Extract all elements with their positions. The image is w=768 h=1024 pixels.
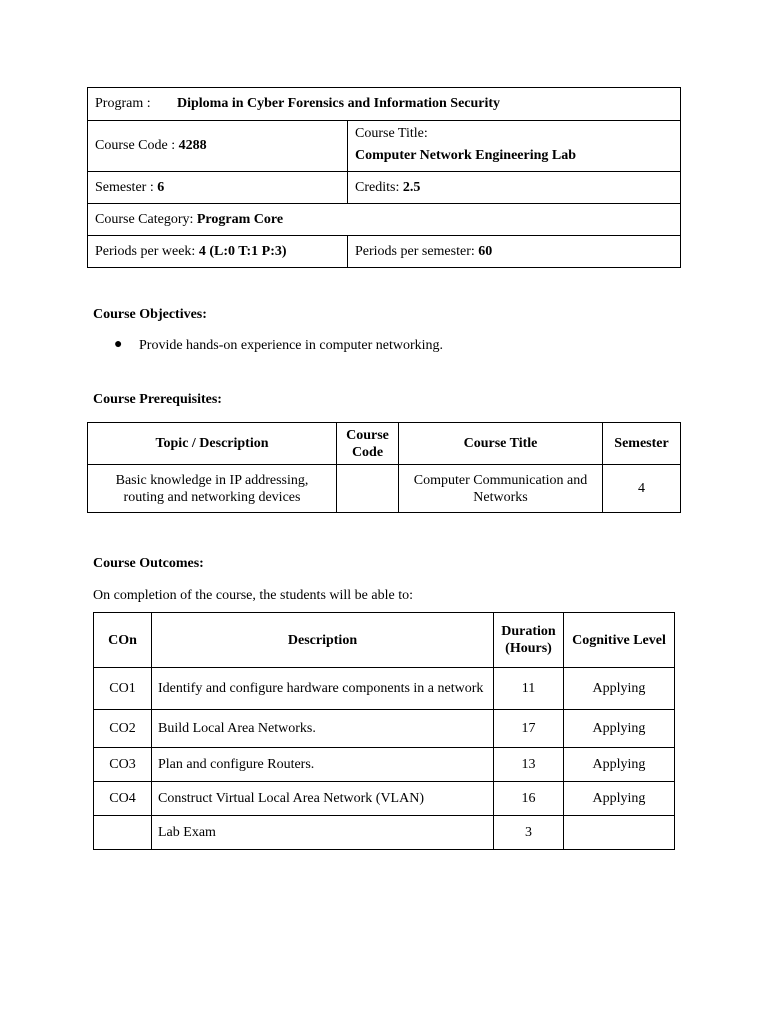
outcome-con: CO2 <box>94 710 152 748</box>
course-category-cell <box>88 204 681 236</box>
course-title-cell <box>348 121 681 172</box>
outcome-duration: 13 <box>494 748 564 782</box>
outcome-description: Identify and configure hardware components in a network <box>152 668 494 710</box>
course-title-value: Computer Network Engineering Lab <box>355 148 577 163</box>
periods-per-week-cell <box>88 236 348 268</box>
objective-item: Provide hands-on experience in computer networking. <box>139 338 444 353</box>
program-label: Program : <box>95 96 151 111</box>
semester-cell <box>88 172 348 204</box>
course-objectives-heading: Course Objectives: <box>93 307 207 322</box>
outcome-duration: 16 <box>494 782 564 816</box>
outcomes-intro: On completion of the course, the students will be able to: <box>93 588 413 603</box>
table-row <box>94 782 675 816</box>
outcome-level <box>564 816 675 850</box>
course-outcomes-heading: Course Outcomes: <box>93 556 204 571</box>
outcome-level: Applying <box>564 748 675 782</box>
prereq-semester: 4 <box>603 465 681 513</box>
outcome-level: Applying <box>564 668 675 710</box>
periods-per-week-label: Periods per week: <box>95 243 196 259</box>
course-code-title-row <box>88 121 681 172</box>
outcome-level: Applying <box>564 710 675 748</box>
periods-per-semester-cell <box>348 236 681 268</box>
outcome-con: CO4 <box>94 782 152 816</box>
prereq-title: Computer Communication and Networks <box>399 465 603 513</box>
header-description: Description <box>152 613 494 668</box>
course-title-label: Course Title: <box>355 126 428 141</box>
table-row <box>94 668 675 710</box>
course-category-label: Course Category: <box>95 211 194 227</box>
outcome-duration: 11 <box>494 668 564 710</box>
header-semester: Semester <box>603 423 681 465</box>
outcome-con: CO1 <box>94 668 152 710</box>
prerequisites-table <box>87 422 681 513</box>
course-prerequisites-heading: Course Prerequisites: <box>93 392 222 407</box>
table-row <box>94 748 675 782</box>
header-con: COn <box>94 613 152 668</box>
outcome-description: Construct Virtual Local Area Network (VLAN) <box>152 782 494 816</box>
prerequisites-header-row <box>88 423 681 465</box>
outcome-description: Build Local Area Networks. <box>152 710 494 748</box>
periods-row <box>88 236 681 268</box>
course-category-value: Program Core <box>196 211 284 227</box>
periods-per-semester-label: Periods per semester: <box>355 243 475 259</box>
table-row <box>88 465 681 513</box>
outcomes-header-row <box>94 613 675 668</box>
periods-per-week-value: 4 (L:0 T:1 P:3) <box>198 243 287 259</box>
program-cell <box>88 88 681 121</box>
outcome-level: Applying <box>564 782 675 816</box>
header-course-code: Course Code <box>337 423 399 465</box>
table-row <box>94 710 675 748</box>
header-course-title: Course Title <box>399 423 603 465</box>
header-duration: Duration (Hours) <box>494 613 564 668</box>
semester-value: 6 <box>157 179 165 195</box>
outcomes-table <box>93 612 675 850</box>
semester-label: Semester : <box>95 179 154 195</box>
outcome-description: Lab Exam <box>152 816 494 850</box>
bullet-icon: ● <box>114 337 123 352</box>
course-info-table <box>87 87 681 268</box>
header-topic: Topic / Description <box>88 423 337 465</box>
semester-credits-row <box>88 172 681 204</box>
program-value: Diploma in Cyber Forensics and Information Security <box>177 96 501 111</box>
course-code-value: 4288 <box>178 138 207 153</box>
course-category-row <box>88 204 681 236</box>
prereq-topic: Basic knowledge in IP addressing, routing and networking devices <box>88 465 337 513</box>
outcome-con: CO3 <box>94 748 152 782</box>
outcome-duration: 17 <box>494 710 564 748</box>
outcome-con <box>94 816 152 850</box>
periods-per-semester-value: 60 <box>478 243 493 259</box>
program-row <box>88 88 681 121</box>
table-row <box>94 816 675 850</box>
course-code-label: Course Code : <box>95 138 176 153</box>
credits-cell <box>348 172 681 204</box>
header-cognitive-level: Cognitive Level <box>564 613 675 668</box>
credits-value: 2.5 <box>402 179 421 195</box>
prereq-code <box>337 465 399 513</box>
outcome-duration: 3 <box>494 816 564 850</box>
outcome-description: Plan and configure Routers. <box>152 748 494 782</box>
credits-label: Credits: <box>355 179 400 195</box>
course-code-cell <box>88 121 348 172</box>
